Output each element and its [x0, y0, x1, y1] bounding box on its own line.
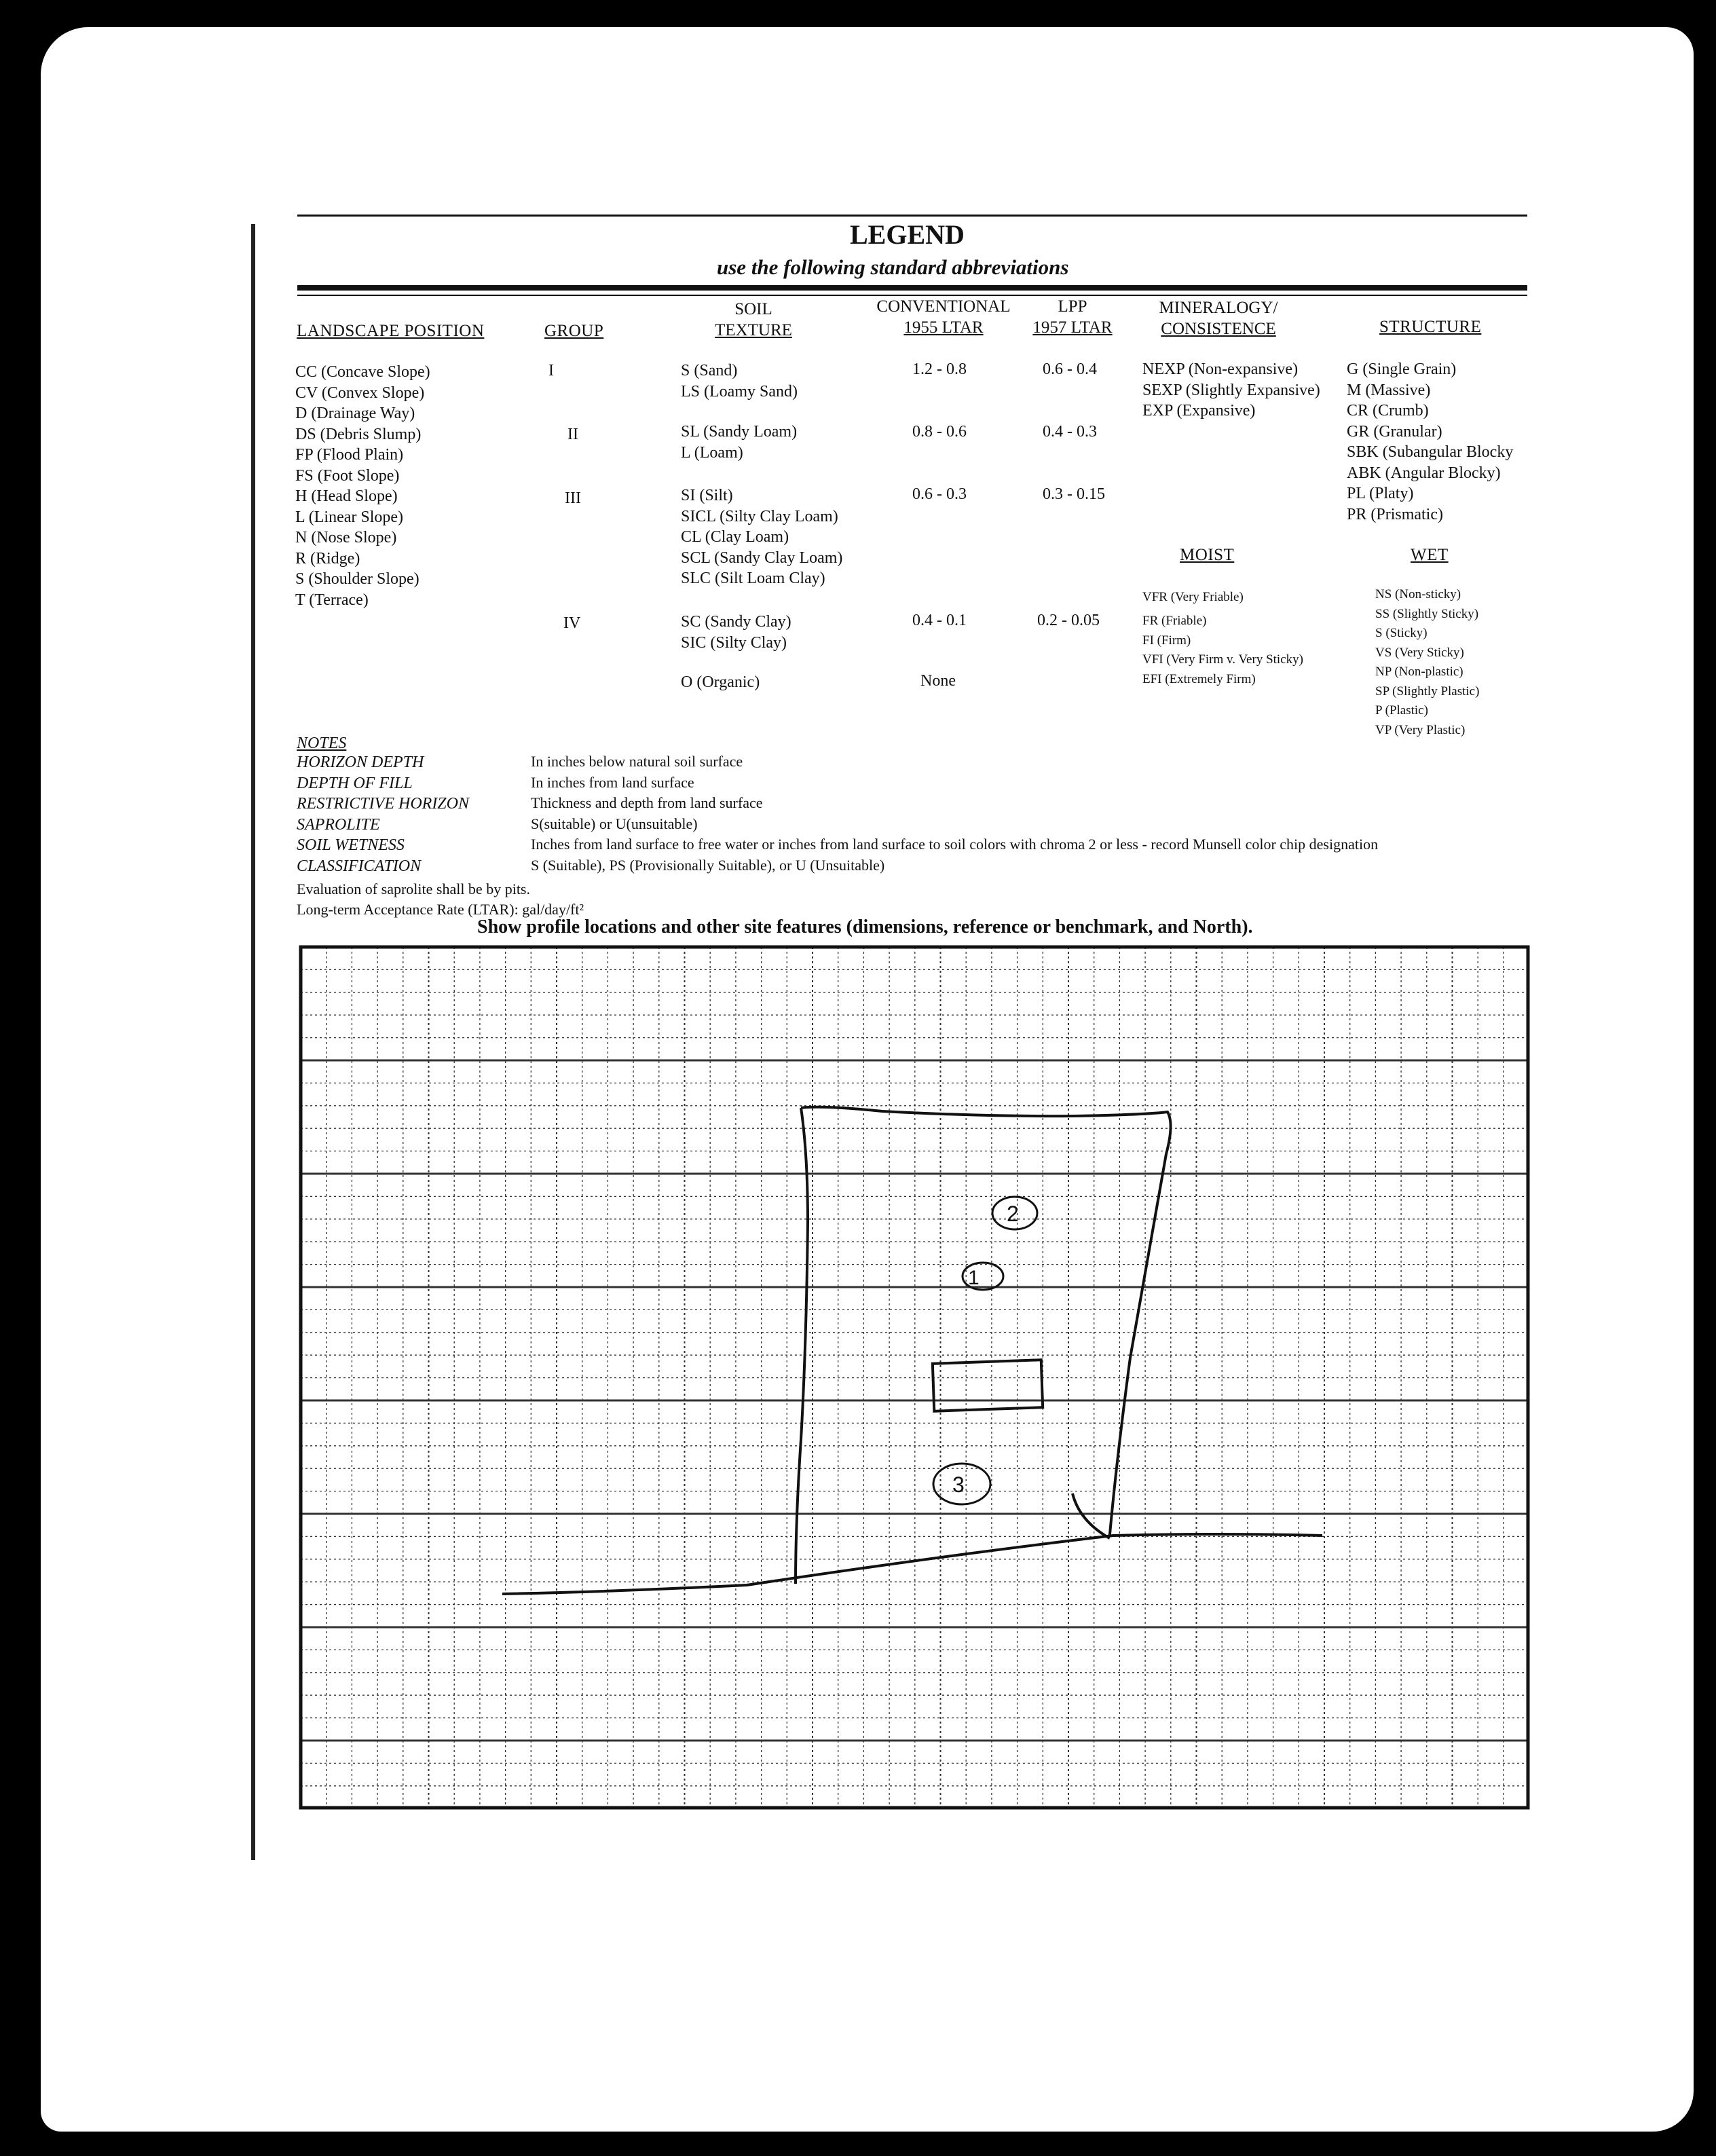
notes-heading: NOTES: [297, 735, 347, 752]
header-soil-line1: SOIL: [734, 300, 772, 318]
list-item: S (Sticky): [1375, 626, 1428, 640]
grid-lines: [301, 947, 1528, 1808]
profile-label-3: 3: [952, 1472, 965, 1497]
sketch-rectangle: [933, 1360, 1043, 1411]
header-structure: STRUCTURE: [1379, 318, 1482, 336]
list-item: NEXP (Non-expansive): [1142, 360, 1299, 378]
header-soil-line2: TEXTURE: [715, 321, 792, 339]
list-item: R (Ridge): [295, 549, 360, 568]
conventional-value: 0.4 - 0.1: [912, 612, 967, 629]
list-item: SEXP (Slightly Expansive): [1142, 381, 1320, 399]
list-item: SL (Sandy Loam): [681, 423, 798, 441]
note-key: SAPROLITE: [297, 815, 380, 834]
conventional-value: 0.8 - 0.6: [912, 423, 967, 441]
list-item: L (Linear Slope): [295, 508, 404, 526]
note-key: HORIZON DEPTH: [297, 754, 424, 771]
list-item: EXP (Expansive): [1142, 402, 1256, 420]
list-item: FP (Flood Plain): [295, 446, 404, 464]
legend-title: LEGEND: [850, 219, 965, 250]
list-item: FS (Foot Slope): [295, 466, 400, 485]
conventional-value: 0.6 - 0.3: [912, 485, 967, 503]
list-item: SBK (Subangular Blocky: [1347, 443, 1514, 461]
header-group: GROUP: [544, 322, 604, 340]
header-landscape-position: LANDSCAPE POSITION: [297, 322, 485, 340]
conventional-value: None: [920, 672, 956, 690]
lpp-value: 0.4 - 0.3: [1043, 423, 1097, 441]
list-item: D (Drainage Way): [295, 405, 415, 422]
list-item: SS (Slightly Sticky): [1375, 606, 1479, 621]
list-item: CL (Clay Loam): [681, 528, 789, 546]
list-item: NS (Non-sticky): [1375, 587, 1461, 601]
group-i: I: [548, 362, 554, 379]
note-key: CLASSIFICATION: [297, 857, 422, 875]
site-sketch-instruction: Show profile locations and other site features (dimensions, reference or benchmark, and North).: [477, 916, 1253, 937]
lpp-value: 0.2 - 0.05: [1037, 612, 1100, 629]
list-item: G (Single Grain): [1347, 360, 1457, 378]
header-lpp-line1: LPP: [1058, 297, 1087, 316]
conventional-value: 1.2 - 0.8: [912, 360, 967, 378]
list-item: ABK (Angular Blocky): [1347, 464, 1501, 482]
group-ii: II: [567, 426, 578, 443]
note-value: S(suitable) or U(unsuitable): [531, 815, 698, 832]
list-item: FR (Friable): [1142, 614, 1207, 628]
group-iii: III: [565, 489, 581, 507]
header-moist: MOIST: [1180, 546, 1235, 564]
list-item: SLC (Silt Loam Clay): [681, 570, 825, 587]
note-value: In inches from land surface: [531, 773, 694, 791]
list-item: CR (Crumb): [1347, 402, 1429, 420]
list-item: VS (Very Sticky): [1375, 645, 1464, 660]
site-boundary-line: [502, 1534, 1322, 1594]
list-item: SI (Silt): [681, 487, 733, 504]
group-iv: IV: [563, 614, 581, 632]
list-item: EFI (Extremely Firm): [1142, 671, 1256, 686]
list-item: SICL (Silty Clay Loam): [681, 507, 838, 525]
header-conv-line1: CONVENTIONAL: [876, 297, 1011, 316]
list-item: M (Massive): [1347, 381, 1431, 399]
lpp-value: 0.3 - 0.15: [1043, 485, 1105, 503]
header-mineral-line2: CONSISTENCE: [1161, 320, 1276, 338]
header-conv-line2: 1955 LTAR: [903, 318, 984, 337]
header-mineral-line1: MINERALOGY/: [1159, 299, 1278, 317]
list-item: DS (Debris Slump): [295, 425, 422, 443]
legend-subtitle: use the following standard abbreviations: [717, 255, 1069, 279]
list-item: L (Loam): [681, 443, 743, 462]
list-item: NP (Non-plastic): [1375, 665, 1463, 679]
list-item: SP (Slightly Plastic): [1375, 684, 1480, 699]
list-item: S (Sand): [681, 362, 738, 379]
list-item: CV (Convex Slope): [295, 384, 425, 402]
note-value: In inches below natural soil surface: [531, 753, 743, 770]
note-value: Inches from land surface to free water or inches from land surface to soil colors with chroma 2 or less - record Munsell color chip designation: [531, 836, 1379, 853]
list-item: N (Nose Slope): [295, 529, 397, 546]
list-item: SC (Sandy Clay): [681, 613, 791, 631]
list-item: FI (Firm): [1142, 633, 1191, 648]
list-item: SIC (Silty Clay): [681, 633, 787, 652]
list-item: S (Shoulder Slope): [295, 570, 419, 588]
list-item: PL (Platy): [1347, 485, 1414, 502]
list-item: VFI (Very Firm v. Very Sticky): [1142, 652, 1303, 667]
profile-label-2: 2: [1007, 1202, 1019, 1226]
list-item: P (Plastic): [1375, 703, 1428, 718]
note-key: RESTRICTIVE HORIZON: [297, 795, 469, 813]
header-wet: WET: [1411, 546, 1449, 564]
list-item: CC (Concave Slope): [295, 363, 430, 381]
header-lpp-line2: 1957 LTAR: [1032, 318, 1113, 337]
profile-label-1: 1: [968, 1267, 980, 1289]
soil-texture-organic: O (Organic): [681, 673, 760, 691]
list-item: H (Head Slope): [295, 487, 398, 505]
house-outline: [796, 1107, 1171, 1584]
note-key: DEPTH OF FILL: [297, 774, 413, 792]
ltar-note: Long-term Acceptance Rate (LTAR): gal/day/ft²: [297, 901, 584, 918]
note-value: Thickness and depth from land surface: [531, 794, 763, 811]
list-item: GR (Granular): [1347, 422, 1442, 441]
list-item: VP (Very Plastic): [1375, 722, 1466, 737]
moist-item: VFR (Very Friable): [1142, 590, 1244, 604]
list-item: PR (Prismatic): [1347, 505, 1443, 523]
note-value: S (Suitable), PS (Provisionally Suitable), or U (Unsuitable): [531, 856, 885, 874]
list-item: SCL (Sandy Clay Loam): [681, 549, 843, 567]
list-item: LS (Loamy Sand): [681, 382, 798, 401]
note-key: SOIL WETNESS: [297, 836, 405, 854]
saprolite-evaluation-note: Evaluation of saprolite shall be by pits.: [297, 880, 530, 897]
list-item: T (Terrace): [295, 591, 369, 609]
lpp-value: 0.6 - 0.4: [1043, 360, 1097, 378]
